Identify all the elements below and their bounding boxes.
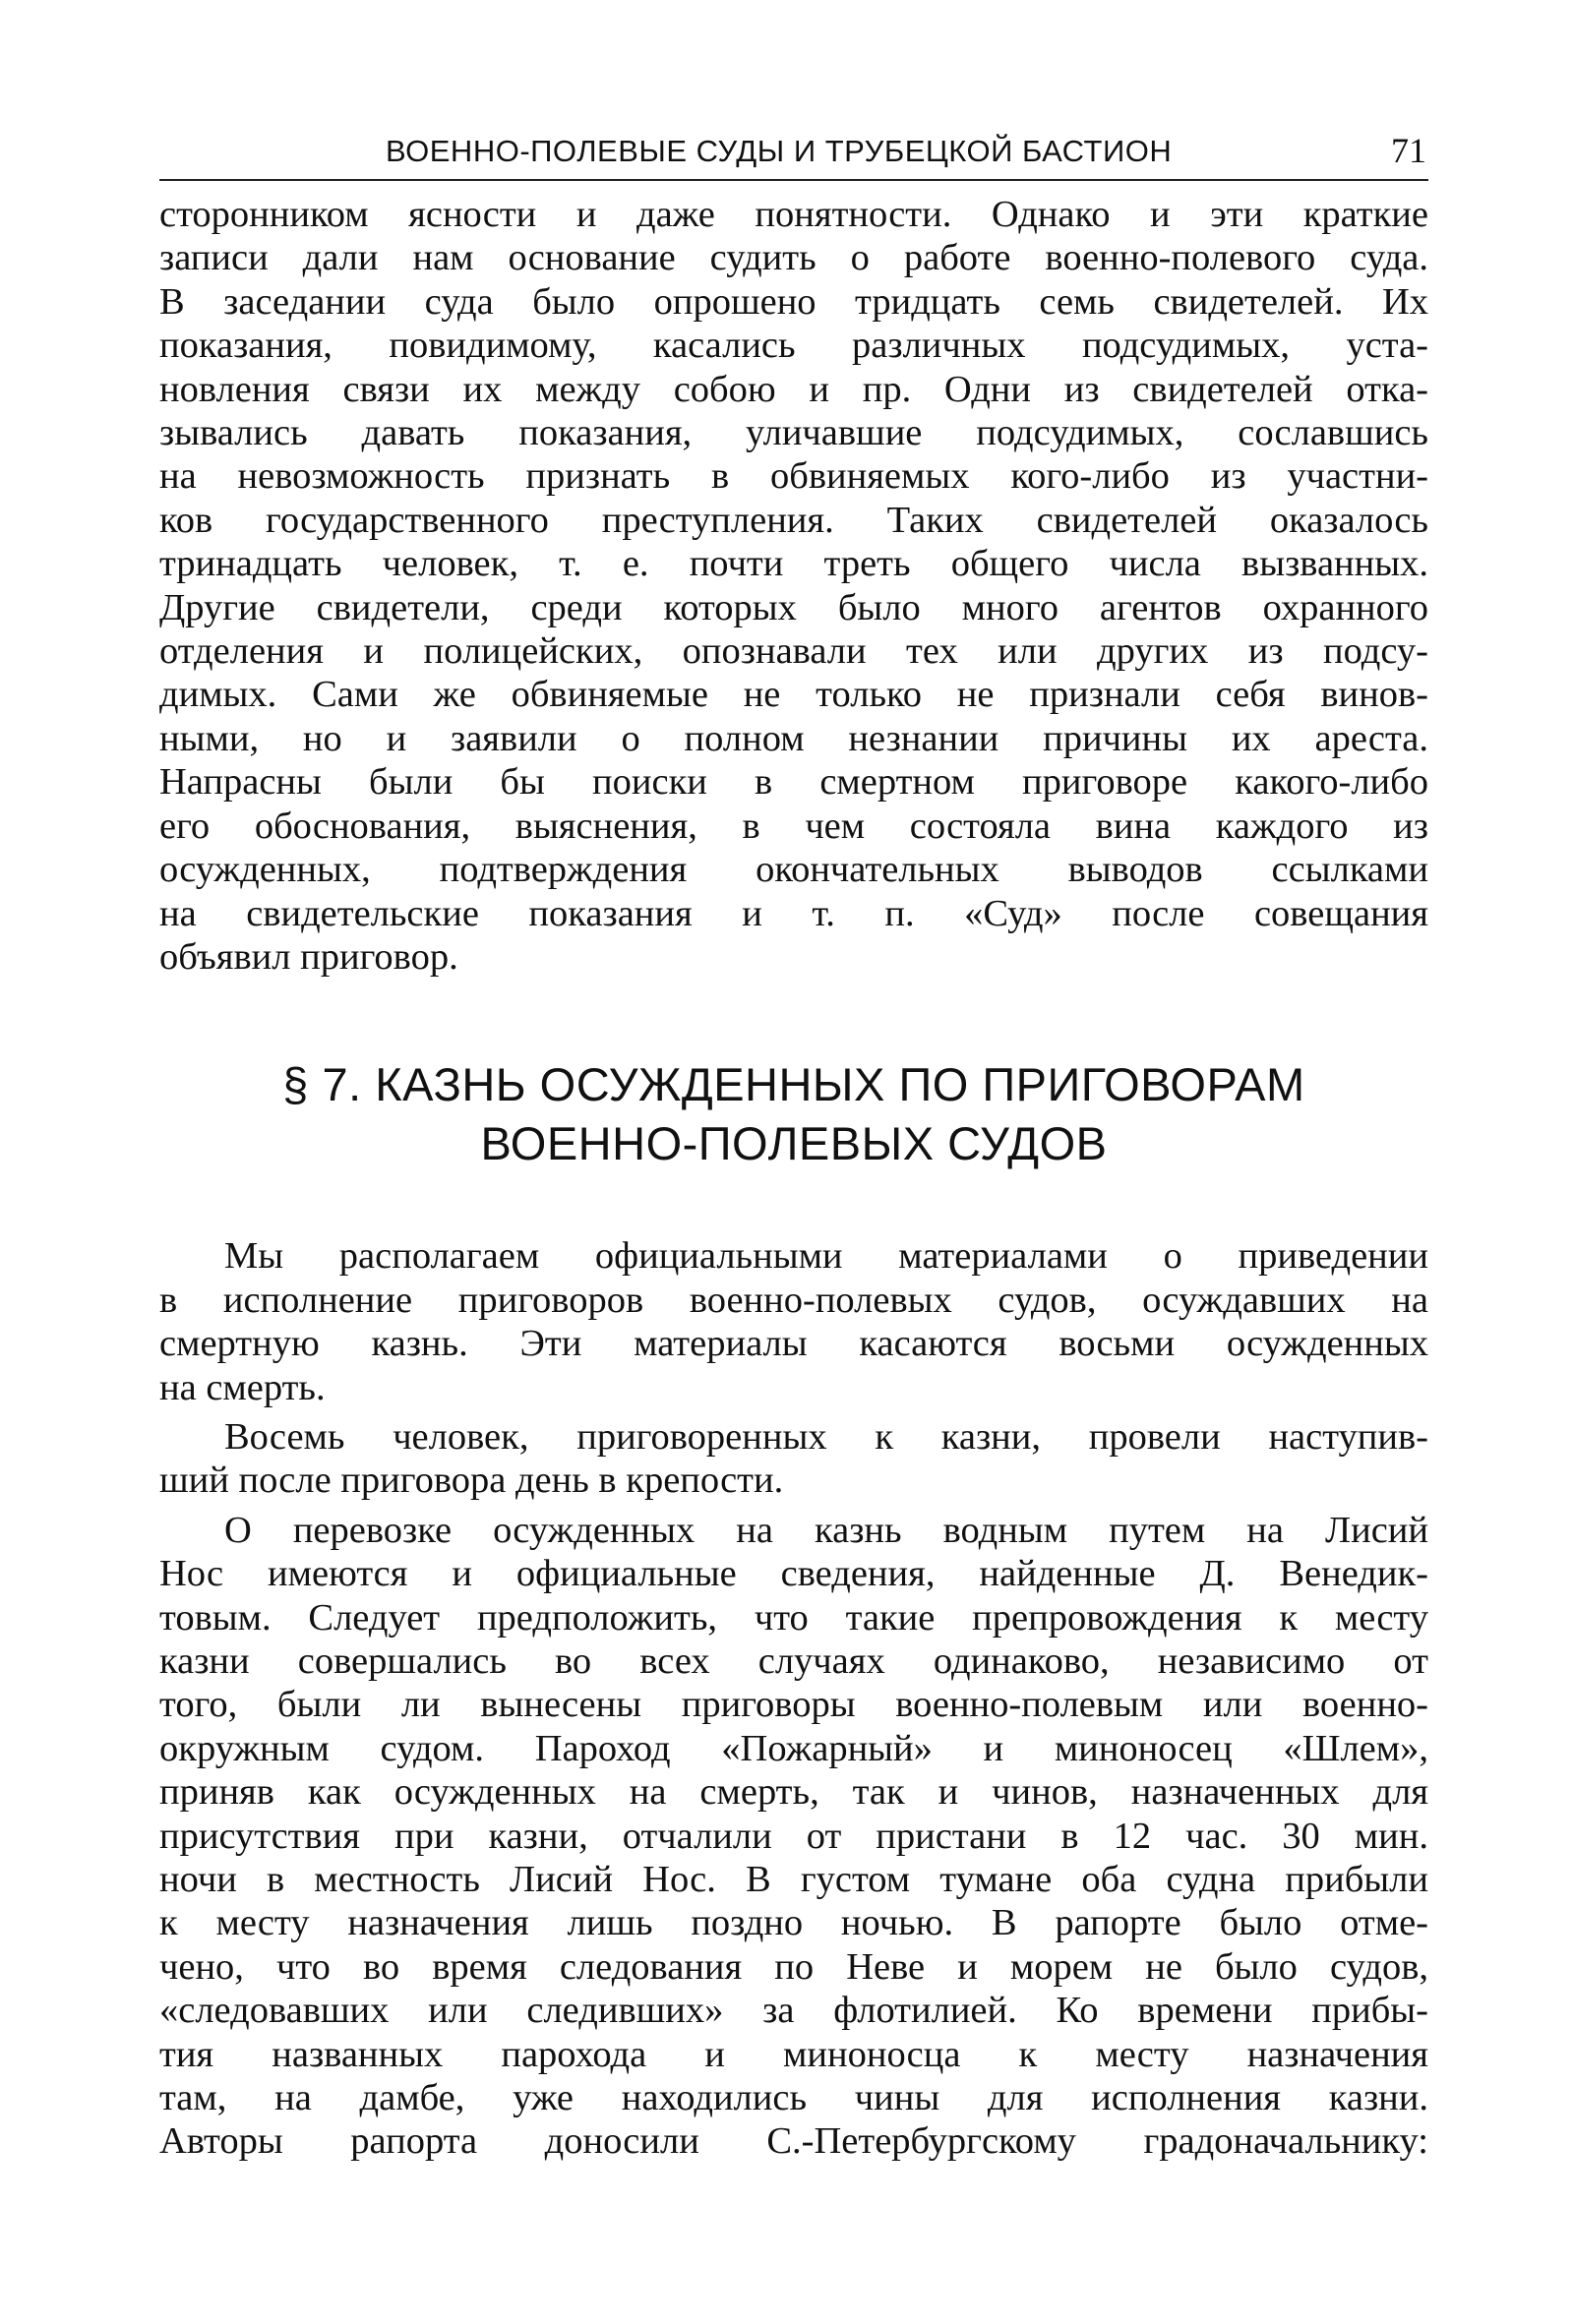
text-line: новления связи их между собою и пр. Одни из свидетелей отка- <box>159 368 1428 410</box>
text-line: в исполнение приговоров военно-полевых судов, осуждавших на <box>159 1279 1428 1321</box>
text-line: ший после приговора день в крепости. <box>159 1460 784 1502</box>
text-line: на смерть. <box>159 1366 326 1408</box>
text-line: В заседании суда было опрошено тридцать семь свидетелей. Их <box>159 280 1428 323</box>
text-line: к месту назначения лишь поздно ночью. В рапорте было отме- <box>159 1902 1428 1944</box>
text-line: отделения и полицейских, опознавали тех или других из подсу- <box>159 630 1428 673</box>
text-line: товым. Следует предположить, что такие препровождения к месту <box>159 1596 1428 1639</box>
section-heading-line-2: ВОЕННО-ПОЛЕВЫХ СУДОВ <box>480 1117 1108 1170</box>
text-line: там, на дамбе, уже находились чины для исполнения казни. <box>159 2077 1428 2119</box>
text-line: присутствия при казни, отчалили от пристани в 12 час. 30 мин. <box>159 1815 1428 1857</box>
paragraph-1 <box>159 193 1428 979</box>
section-heading <box>159 1055 1428 1173</box>
text-line: казни совершались во всех случаях одинаково, независимо от <box>159 1639 1428 1682</box>
text-line: тринадцать человек, т. е. почти треть общего числа вызванных. <box>159 543 1428 585</box>
text-line: на свидетельские показания и т. п. «Суд» после совещания <box>159 892 1428 934</box>
paragraph-3 <box>159 1415 1428 1503</box>
text-line: записи дали нам основание судить о работе военно-полевого суда. <box>159 237 1428 279</box>
page-number: 71 <box>1391 131 1426 170</box>
text-line: Напрасны были бы поиски в смертном приговоре какого-либо <box>159 761 1428 804</box>
document-page <box>159 128 1428 2164</box>
text-line: О перевозке осужденных на казнь водным путем на Лисий <box>224 1509 1428 1551</box>
text-line: окружным судом. Пароход «Пожарный» и миноносец «Шлем», <box>159 1727 1428 1769</box>
paragraph-2 <box>159 1234 1428 1409</box>
section-heading-line-1: § 7. КАЗНЬ ОСУЖДЕННЫХ ПО ПРИГОВОРАМ <box>282 1058 1305 1111</box>
text-line: на невозможность признать в обвиняемых кого-либо из участни- <box>159 455 1428 498</box>
text-line: Мы располагаем официальными материалами о приведении <box>224 1235 1428 1278</box>
text-line: приняв как осужденных на смерть, так и чинов, назначенных для <box>159 1771 1428 1814</box>
running-header <box>159 128 1428 181</box>
text-line: объявил приговор. <box>159 935 458 978</box>
text-line: ночи в местность Лисий Нос. В густом тумане оба судна прибыли <box>159 1859 1428 1900</box>
text-line: Авторы рапорта доносили С.-Петербургскому градоначальнику: <box>159 2120 1428 2163</box>
text-line: ными, но и заявили о полном незнании причины их ареста. <box>159 717 1428 759</box>
text-line: того, были ли вынесены приговоры военно-полевым или военно- <box>159 1684 1428 1726</box>
text-line: смертную казнь. Эти материалы касаются восьми осужденных <box>159 1323 1428 1365</box>
text-line: «следовавших или следивших» за флотилией. Ко времени прибы- <box>159 1990 1428 2032</box>
text-line: Другие свидетели, среди которых было много агентов охранного <box>159 586 1428 628</box>
text-line: его обоснования, выяснения, в чем состояла вина каждого из <box>159 804 1428 847</box>
text-line: чено, что во время следования по Неве и морем не было судов, <box>159 1945 1428 1988</box>
paragraph-4 <box>159 1509 1428 2164</box>
text-line: показания, повидимому, касались различных подсудимых, уста- <box>159 325 1428 367</box>
text-line: Нос имеются и официальные сведения, найденные Д. Венедик- <box>159 1553 1428 1595</box>
running-title: ВОЕННО-ПОЛЕВЫЕ СУДЫ И ТРУБЕЦКОЙ БАСТИОН <box>386 134 1173 168</box>
text-line: ков государственного преступления. Таких свидетелей оказалось <box>159 499 1428 541</box>
text-line: осужденных, подтверждения окончательных выводов ссылками <box>159 849 1428 891</box>
text-line: димых. Сами же обвиняемые не только не признали себя винов- <box>159 674 1428 716</box>
text-line: сторонником ясности и даже понятности. Однако и эти краткие <box>159 194 1428 235</box>
text-line: тия названных парохода и миноносца к месту назначения <box>159 2033 1428 2075</box>
text-line: Восемь человек, приговоренных к казни, провели наступив- <box>224 1415 1428 1458</box>
text-line: зывались давать показания, уличавшие подсудимых, сославшись <box>159 412 1428 454</box>
